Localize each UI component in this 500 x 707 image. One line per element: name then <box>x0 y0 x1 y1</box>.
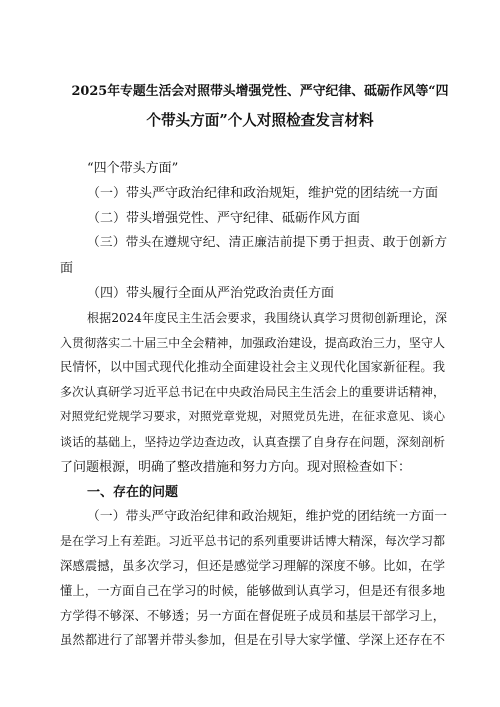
problems-paragraph-line-4: 懂上，一方面自己在学习的时候，能够做到认真学习，但是还有很多地 <box>60 584 445 598</box>
problems-paragraph-line-1: （一）带头严守政治纪律和政治规矩，维护党的团结统一方面一 <box>87 509 447 524</box>
intro-paragraph-line-4: 多次认真研学习近平总书记在中央政治局民主生活会上的重要讲话精神， <box>60 385 445 399</box>
aspect-item-4: （四）带头履行全面从严治党政治责任方面 <box>87 286 335 301</box>
problems-paragraph-line-2: 是在学习上有差距。习近平总书记的系列重要讲话博大精深，每次学习都 <box>60 534 445 548</box>
section-heading-existing-problems: 一、存在的问题 <box>87 485 179 500</box>
aspect-item-1: （一）带头严守政治纪律和政治规矩，维护党的团结统一方面 <box>87 186 439 201</box>
intro-paragraph-line-2: 入贯彻落实二十届三中全会精神，加强政治建设，提高政治三力，坚守人 <box>60 336 445 350</box>
document-title-line-1: 2025年专题生活会对照带头增强党性、严守纪律、砥砺作风等“四 <box>71 84 449 99</box>
problems-paragraph-line-3: 深感震撼，虽多次学习，但还是感觉学习理解的深度不够。比如，在学 <box>60 559 445 573</box>
problems-paragraph-line-6: 虽然都进行了部署并带头参加，但是在引导大家学懂、学深上还存在不 <box>60 633 445 647</box>
aspect-item-2: （二）带头增强党性、严守纪律、砥砺作风方面 <box>87 211 361 226</box>
section-heading-four-aspects: “四个带头方面” <box>87 161 179 176</box>
document-title-line-2: 个带头方面”个人对照检查发言材料 <box>146 112 374 129</box>
intro-paragraph-line-3: 民情怀，以中国式现代化推动全面建设社会主义现代化国家新征程。我 <box>60 360 445 374</box>
aspect-item-3: （三）带头在遵规守纪、清正廉洁前提下勇于担责、敢于创新方 <box>87 235 447 250</box>
problems-paragraph-line-5: 方学得不够深、不够透；另一方面在督促班子成员和基层干部学习上， <box>60 609 445 623</box>
intro-paragraph-line-5: 对照党纪党规学习要求，对照党章党规，对照党员先进，在征求意见、谈心 <box>60 409 445 423</box>
intro-paragraph-line-1: 根据2024年度民主生活会要求，我围绕认真学习贯彻创新理论，深 <box>87 311 447 325</box>
intro-paragraph-line-7: 了问题根源，明确了整改措施和努力方向。现对照检查如下： <box>60 460 412 475</box>
intro-paragraph-line-6: 谈话的基础上，坚持边学边查边改，认真查摆了自身存在问题，深刻剖析 <box>60 435 445 449</box>
aspect-item-3-continued: 面 <box>60 261 74 276</box>
